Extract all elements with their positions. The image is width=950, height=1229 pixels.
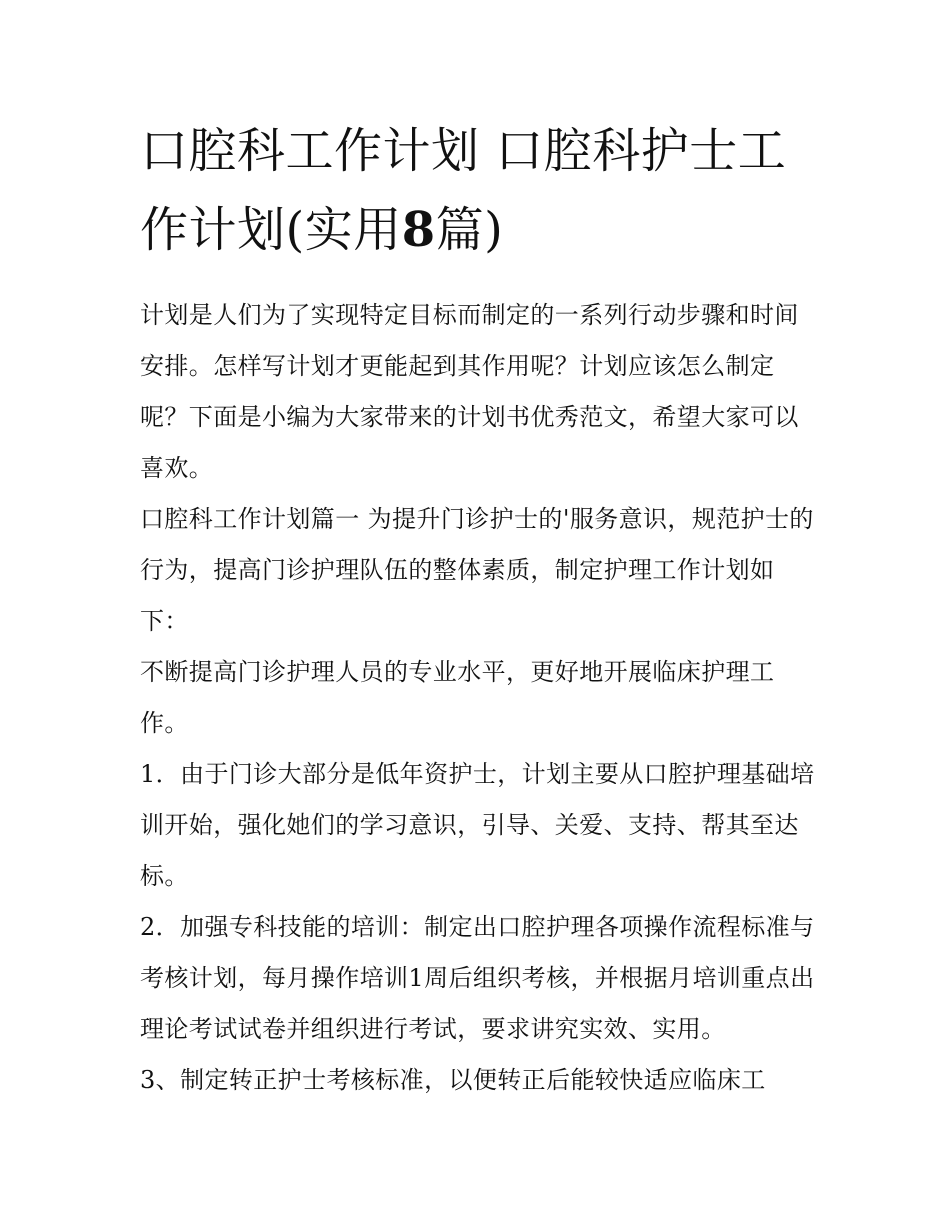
title-number: 8 <box>401 202 436 258</box>
paragraph-item-3: 3、制定转正护士考核标准，以便转正后能较快适应临床工 <box>140 1066 766 1094</box>
paragraph-plan-one: 口腔科工作计划篇一 为提升门诊护士的'服务意识，规范护士的行为，提高门诊护理队伍的整体素质，制定护理工作计划如下： <box>140 505 814 635</box>
document-page <box>140 112 820 1106</box>
paragraph-item-2: 2．加强专科技能的培训：制定出口腔护理各项操作流程标准与考核计划，每月操作培训1周后组织考核，并根据月培训重点出理论考试试卷并组织进行考试，要求讲究实效、实用。 <box>140 913 815 1043</box>
paragraph-item-1: 1．由于门诊大部分是低年资护士，计划主要从口腔护理基础培训开始，强化她们的学习意识，引导、关爱、支持、帮其至达标。 <box>140 760 815 890</box>
paragraph-intro: 计划是人们为了实现特定目标而制定的一系列行动步骤和时间安排。怎样写计划才更能起到其作用呢？计划应该怎么制定呢？下面是小编为大家带来的计划书优秀范文，希望大家可以喜欢。 <box>140 301 799 482</box>
title-text: 口腔科工作计划 口腔科护士工作计划(实用 <box>140 123 787 258</box>
document-title <box>140 112 820 270</box>
title-suffix: 篇) <box>435 202 504 258</box>
paragraph-goal: 不断提高门诊护理人员的专业水平，更好地开展临床护理工作。 <box>140 658 775 737</box>
